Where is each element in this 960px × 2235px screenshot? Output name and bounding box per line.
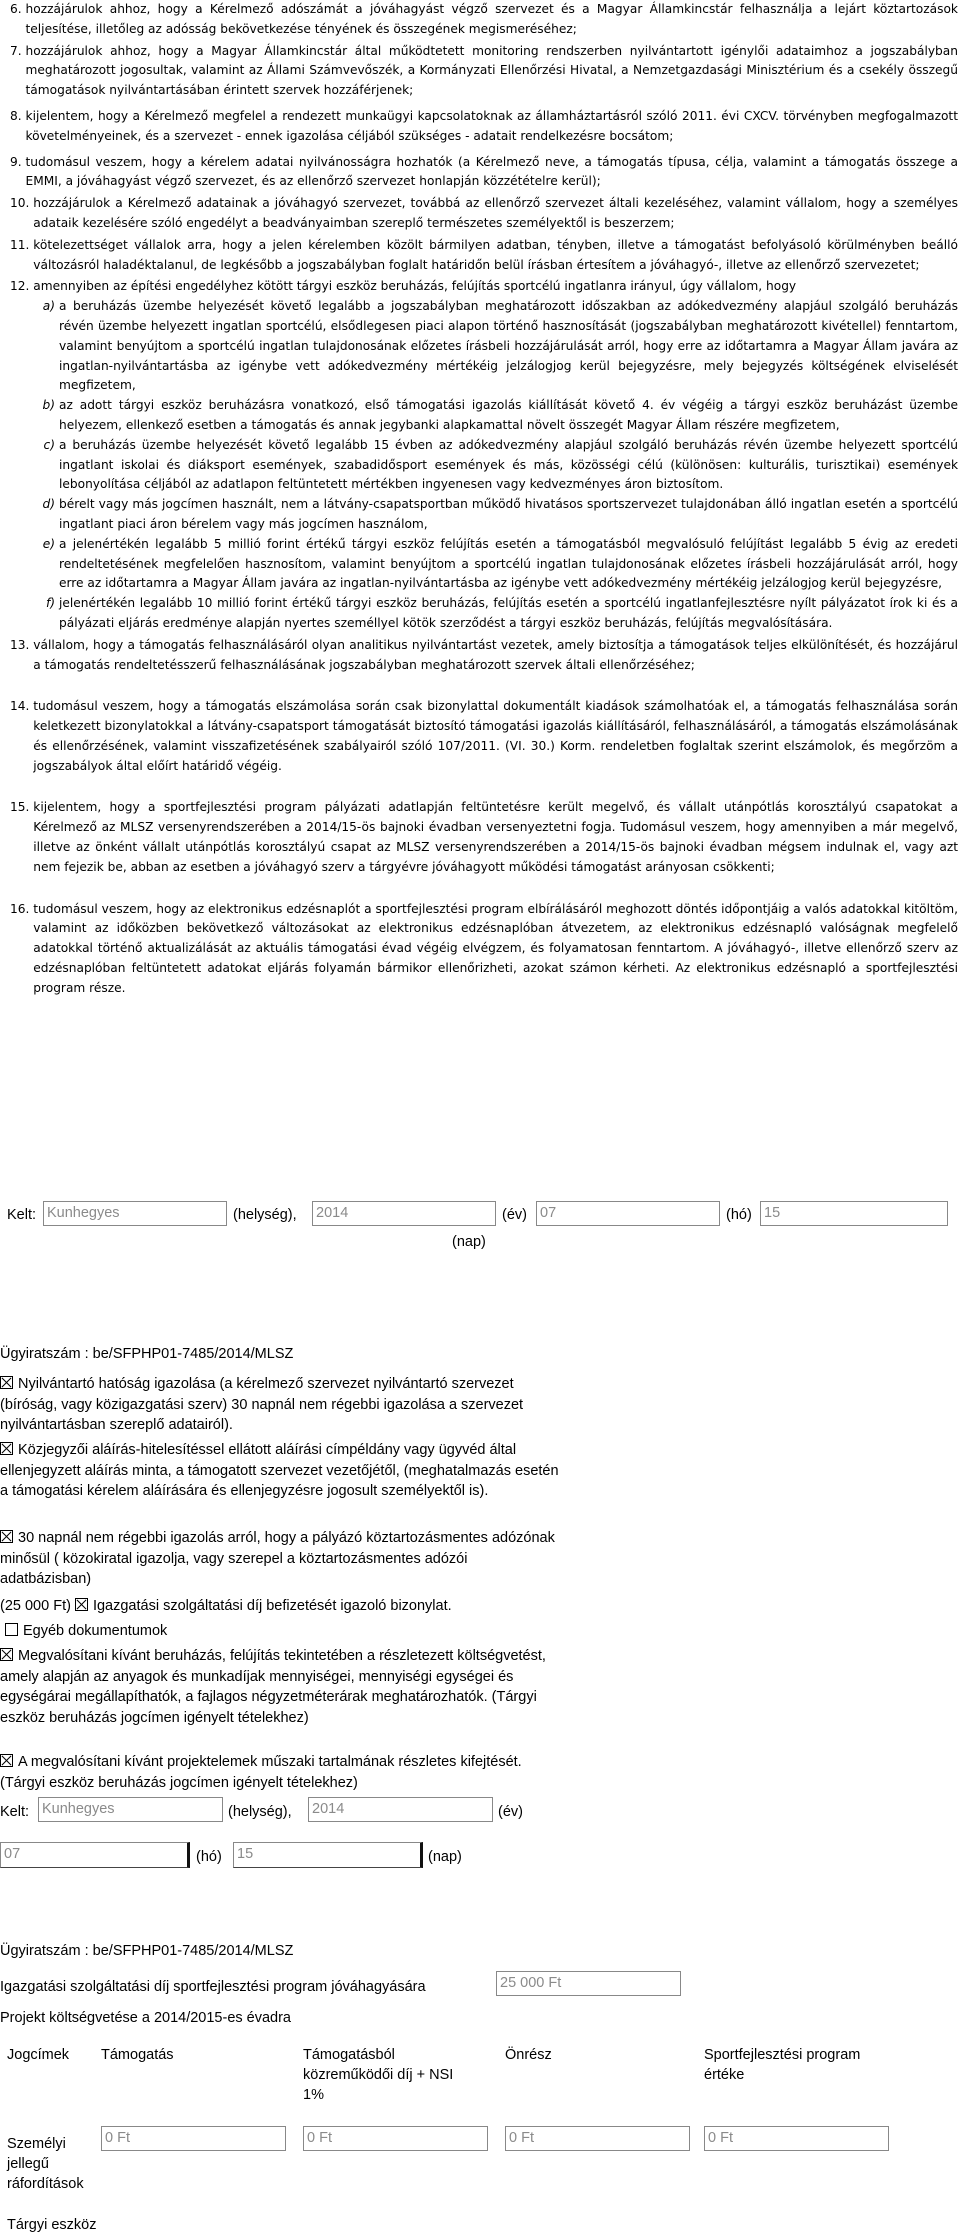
budget-cell-onresz[interactable]: 0 Ft (505, 2126, 690, 2151)
clause-number: 13. (10, 637, 34, 652)
sub-condition-item (35, 495, 958, 535)
day-label: (nap) (428, 1849, 462, 1865)
sub-condition-letter: e) (42, 536, 55, 551)
clause-number: 10. (10, 196, 34, 211)
col-header-kozremukodoi-dij: Támogatásból közreműködői díj + NSI 1% (303, 2047, 454, 2103)
month-field[interactable]: 07 (0, 1842, 190, 1868)
sub-condition-text: bérelt vagy más jogcímen használt, nem a látvány-csapatsportban működő hivatásos sportszervezet tulajdonában álló ingatlan esetén a sportcélú ingatlant piaci áron bérelem vagy más jogcímen használom, (59, 497, 958, 531)
day-label: (nap) (452, 1234, 486, 1250)
sub-condition-text: a jelenértékén legalább 5 millió forint értékű tárgyi eszköz felújítás esetén a támogatásból megvalósuló felújítást legalább 5 évig az eredeti rendeltetésének megfelelően hasznosítom, valamint benyújtom a sportcélú ingatlan tulajdonosának előzetes írásbeli hozzájárulását arról, hogy erre az időtartamra a Magyar Állam javára az ingatlan-nyilvántartásba az igénybe vett adókedvezmény mértékéig jelzálogjog kerül bejegyzésre, (59, 536, 958, 591)
year-label: (év) (502, 1207, 527, 1223)
clause-number: 7. (10, 43, 26, 58)
checkbox-checked-icon[interactable] (75, 1598, 88, 1611)
clause-number: 9. (10, 154, 26, 169)
sub-condition-letter: c) (43, 437, 55, 452)
sub-condition-item (35, 297, 958, 396)
place-field[interactable]: Kunhegyes (38, 1797, 223, 1822)
fee-line-label: Igazgatási szolgáltatási díj sportfejlesztési program jóváhagyására (0, 1979, 426, 1995)
day-field[interactable]: 15 (233, 1842, 423, 1868)
checkbox-checked-icon[interactable] (0, 1442, 13, 1455)
clause-text: amennyiben az építési engedélyhez kötött tárgyi eszköz beruházás, felújítás sportcélú ingatlanra irányul, úgy vállalom, hogy (33, 279, 797, 294)
budget-cell-kozremukodoi-dij[interactable]: 0 Ft (303, 2126, 488, 2151)
clause-item (10, 697, 958, 776)
clause-item (10, 636, 958, 676)
clause-number: 12. (10, 279, 34, 294)
year-field[interactable]: 2014 (312, 1201, 496, 1226)
year-label: (év) (498, 1804, 523, 1820)
attachment-item: Megvalósítani kívánt beruházás, felújítás tekintetében a részletezett költségvetést, amely alapján az anyagok és munkadíjak mennyiségei, mennyiségi egységei és egységárai megállapíthatók, a fajlagos négyzetméterárak meghatározhatók. (Tárgyi eszköz beruházás jogcímen igényelt tételekhez) (0, 1648, 546, 1726)
clause-text: hozzájárulok ahhoz, hogy a Kérelmező adószámát a jóváhagyást végző szervezet és a Magyar Államkincstár felhasználja a lejárt köztartozások teljesítése, illetőleg az adósság bekövetkezése tényének és összegének megismeréséhez; (25, 2, 958, 36)
clause-text: tudomásul veszem, hogy a támogatás elszámolása során csak bizonylattal dokumentált kiadások számolhatóak el, a támogatás felhasználása során keletkezett bizonylatokkal a látvány-csapatsport támogatását biztosító támogatási igazolás kiállításáról, felhasználásáról, a támogatás elszámolásának és ellenőrzésének, valamint visszafizetésének szabályairól szóló 107/2011. (VI. 30.) Korm. rendeletben foglaltak szerint elszámolok, és megőrzöm a jogszabályok által előírt határidő végéig. (33, 699, 958, 773)
attachment-item: Nyilvántartó hatóság igazolása (a kérelmező szervezet nyilvántartó szervezet (bíróság, vagy közigazgatási szerv) 30 napnál nem régebbi igazolása a szervezet nyilvántartásban szereplő adatairól). (0, 1376, 524, 1433)
clause-item (10, 153, 958, 193)
budget-title: Projekt költségvetése a 2014/2015-es évadra (0, 2010, 291, 2026)
clause-item (10, 236, 958, 276)
sub-condition-text: a beruházás üzembe helyezését követő legalább 15 évben az adókedvezmény alapjául szolgáló beruházás révén üzembe helyezett sportcélú ingatlant iskolai és diáksport események, szabadidősport események és más, közösségi célú (különösen: kulturális, turisztikai) események lebonyolítása céljából az adatlapon feltüntetett mértékben ingyenesen vagy kedvezményes áron biztosítom. (59, 437, 958, 492)
sub-condition-letter: d) (42, 497, 55, 512)
month-field[interactable]: 07 (536, 1201, 720, 1226)
sub-condition-text: a beruházás üzembe helyezését követő legalább a jogszabályban meghatározott időszakban az adókedvezmény alapjául szolgáló beruházás révén üzembe helyezett ingatlan sportcélú, elsődlegesen piaci alapon történő hasznosítását (jogszabályban meghatározott kivétellel) fenntartom, valamint benyújtom a sportcélú ingatlan tulajdonosának előzetes írásbeli hozzájárulását arról, hogy erre az időtartamra a Magyar Állam javára az ingatlan-nyilvántartásba az igénybe vett adókedvezmény mértékéig jelzálogjog kerül bejegyzésre, mely bejegyzés költségének elviselését megfizetem, (59, 299, 958, 393)
clause-item (10, 194, 958, 234)
sub-condition-text: az adott tárgyi eszköz beruházásra vonatkozó, első támogatási igazolás kiállítását követő 4. év végéig a tárgyi eszköz beruházást üzembe helyezem, ellenkező esetben a támogatás és annak jegybanki alapkamattal növelt összegét Magyar Állam részére megfizetem, (59, 398, 958, 432)
clause-text: hozzájárulok a Kérelmező adatainak a jóváhagyó szervezet, továbbá az ellenőrző szervezet általi kezeléséhez, valamint vállalom, hogy a személyes adataik kezelésére szóló engedélyt a beadványaimban szereplő természetes személyektől is beszerzem; (33, 196, 958, 230)
sub-condition-letter: b) (42, 398, 55, 413)
clause-number: 11. (10, 237, 34, 252)
clause-number: 14. (10, 699, 34, 714)
clause-item (10, 900, 958, 999)
checkbox-checked-icon[interactable] (0, 1376, 13, 1389)
budget-cell-tamogatas[interactable]: 0 Ft (101, 2126, 286, 2151)
col-header-jogcimek: Jogcímek (7, 2047, 70, 2063)
clause-text: tudomásul veszem, hogy az elektronikus edzésnaplót a sportfejlesztési program elbírálásáról meghozott döntés időpontjáig a valós adatokkal kitöltöm, valamint az időközben bekövetkező változásokat az elektronikus edzésnaplóban átvezetem, az elektronikus edzésnapló valóságnak megfelelő adatokkal történő aktualizálását az aktuális támogatási évad végéig elvégzem, és folyamatosan fenntartom. A jóváhagyó-, illetve ellenőrző szerv az edzésnaplóban feltüntetett adatokat eljárás folyamán bármikor ellenőrizheti, azokat számon kérheti. Az elektronikus edzésnapló a sportfejlesztési program része. (33, 901, 958, 995)
month-label: (hó) (726, 1207, 752, 1223)
fee-proof-item: (25 000 Ft) Igazgatási szolgáltatási díj befizetését igazoló bizonylat. (0, 1598, 452, 1614)
place-label: (helység), (228, 1804, 292, 1820)
clause-text: kijelentem, hogy a sportfejlesztési program pályázati adatlapján feltüntetésre került megelvő, és vállalt utánpótlás korosztályú csapatokat a Kérelmező az MLSZ versenyrendszerében a 2014/15-ös bajnoki évadban versenyeztetni fogja. Tudomásul veszem, hogy amennyiben a már megelvő, illetve az önként vállalt utánpótlás korosztályú csapat az MLSZ versenyrendszerében a 2014/15-ös bajnoki évadban mégsem indulnak el, vagy azt nem fejezik be, abban az esetben a jóváhagyó szerv a tárgyévre jóváhagyott működési támogatást arányosan csökkenti; (33, 800, 958, 874)
day-field[interactable]: 15 (760, 1201, 948, 1226)
declarations (10, 0, 958, 999)
clause-text: hozzájárulok ahhoz, hogy a Magyar Államkincstár által működtetett monitoring rendszerben nyilvántartott igénylői adataimhoz a jogszabályban meghatározott jogosultak, valamint az Állami Számvevőszék, a Kormányzati Ellenőrzési Hivatal, a Nemzetgazdasági Minisztérium és a csekély összegű támogatások nyilvántartásában érintett szervek hozzáférjenek; (25, 43, 958, 98)
clause-text: kötelezettséget vállalok arra, hogy a jelen kérelemben közölt bármilyen adatban, tényben, illetve a támogatást befolyásoló körülményben beálló változásról haladéktalanul, de legkésőbb a jogszabályban foglalt határidőn belül írásban értesítem a jóváhagyó-, illetve az ellenőrző szervezetet; (33, 237, 958, 272)
clause-text: vállalom, hogy a támogatás felhasználásáról olyan analitikus nyilvántartást vezetek, amely biztosítja a támogatások teljes elkülönítését, és hozzájárul a támogatás rendeltetésszerű felhasználásának jogszabályban meghatározott szervek általi ellenőrzéséhez; (33, 637, 958, 672)
checkbox-checked-icon[interactable] (0, 1530, 13, 1543)
fee-amount-field[interactable]: 25 000 Ft (496, 1971, 681, 1996)
sub-condition-item (35, 396, 958, 436)
sub-condition-item (35, 436, 958, 495)
checkbox-checked-icon[interactable] (0, 1648, 13, 1661)
clause-number: 16. (10, 901, 34, 916)
clause-12-conditions (35, 297, 958, 634)
attachment-item: 30 napnál nem régebbi igazolás arról, hogy a pályázó köztartozásmentes adózónak minősül ( közokiratal igazolja, vagy szerepel a köztartozásmentes adózói adatbázisban) (0, 1530, 555, 1587)
clause-text: kijelentem, hogy a Kérelmező megfelel a rendezett munkaügyi kapcsolatoknak az államháztartásról szóló 2011. évi CXCV. törvényben megfogalmazott követelményeinek, és a szervezet - ennek igazolása céljából szükséges - adatait rendelkezésre bocsátom; (25, 108, 958, 143)
case-number: Ügyiratszám : be/SFPHP01-7485/2014/MLSZ (0, 1346, 294, 1362)
col-header-onresz: Önrész (505, 2047, 552, 2063)
row-label-targyi: Tárgyi eszköz (7, 2217, 97, 2233)
clause-item (10, 107, 958, 147)
clause-text: tudomásul veszem, hogy a kérelem adatai nyilvánosságra hozhatók (a Kérelmező neve, a támogatás típusa, célja, valamint a támogatás összege a EMMI, a jóváhagyást végző szervezet, és az ellenőrző szervezet honlapján közzétételre kerül); (25, 154, 958, 189)
month-label: (hó) (196, 1849, 222, 1865)
col-header-tamogatas: Támogatás (101, 2047, 174, 2063)
clause-item (10, 0, 958, 40)
kelt-label: Kelt: (0, 1804, 30, 1820)
clause-item (10, 798, 958, 877)
budget-cell-program-erteke[interactable]: 0 Ft (704, 2126, 889, 2151)
checkbox-unchecked-icon[interactable] (5, 1623, 18, 1636)
sub-condition-item (35, 535, 958, 594)
sub-condition-text: jelenértékén legalább 10 millió forint értékű tárgyi eszköz beruházás, felújítás esetén a sportcélú ingatlanfejlesztésre nyílt pályázatot írok ki és a pályázati eljárás eredménye alapján nyertes személlyel kötök szerződést a tárgyi eszköz beruházás, felújítás megvalósítására. (59, 596, 958, 630)
clause-number: 15. (10, 800, 34, 815)
place-label: (helység), (233, 1207, 297, 1223)
clause-item (10, 42, 958, 101)
attachment-item: Közjegyzői aláírás-hitelesítéssel ellátott aláírási címpéldány vagy ügyvéd által ellenjegyzett aláírás minta, a támogatott szervezet vezetőjétől, (meghatalmazás esetén a támogatási kérelem aláírására és ellenjegyzésre jogosult személyektől is). (0, 1442, 559, 1499)
sub-condition-letter: a) (42, 299, 55, 314)
clause-number: 6. (10, 2, 26, 16)
year-field[interactable]: 2014 (308, 1797, 493, 1822)
place-field[interactable]: Kunhegyes (43, 1201, 227, 1226)
checkbox-checked-icon[interactable] (0, 1754, 13, 1767)
kelt-label: Kelt: (7, 1207, 37, 1223)
col-header-program-erteke: Sportfejlesztési program értéke (704, 2047, 861, 2083)
sub-condition-item (35, 594, 958, 634)
other-docs-item: Egyéb dokumentumok (5, 1621, 565, 1642)
clause-item (10, 277, 958, 297)
row-label-szemelyi: Személyi jellegű ráfordítások (7, 2136, 84, 2192)
attachment-item: A megvalósítani kívánt projektelemek műszaki tartalmának részletes kifejtését. (Tárgyi eszköz beruházás jogcímen igényelt tételekhez) (0, 1754, 522, 1791)
sub-condition-letter: f) (45, 596, 55, 611)
case-number: Ügyiratszám : be/SFPHP01-7485/2014/MLSZ (0, 1943, 294, 1959)
clause-number: 8. (10, 108, 26, 123)
